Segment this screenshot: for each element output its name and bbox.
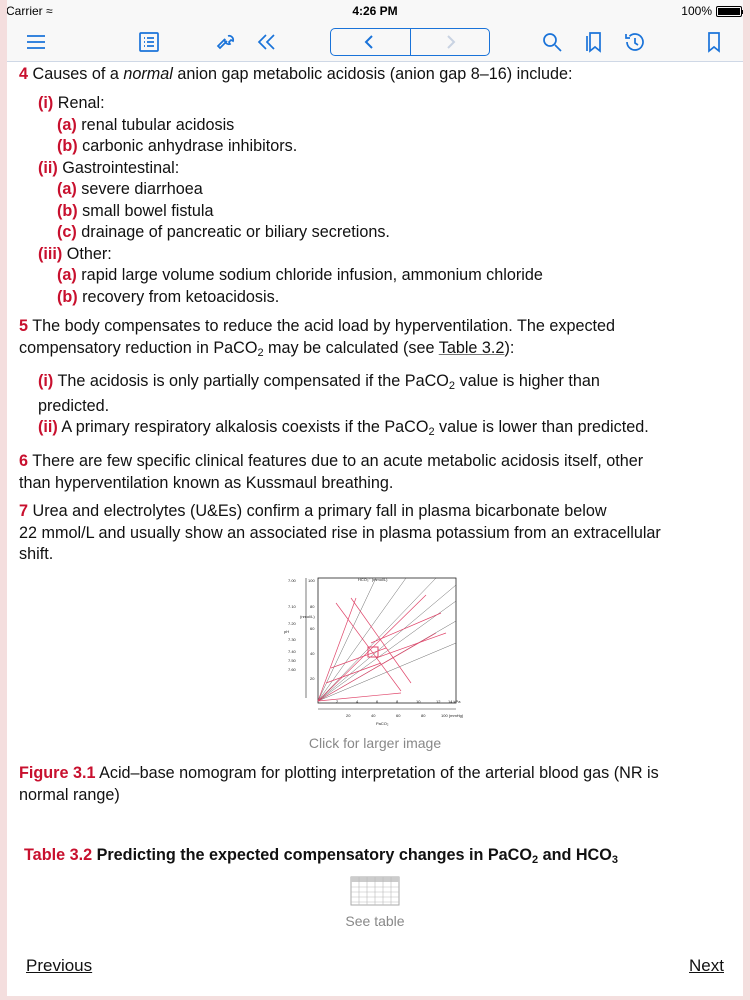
axis-label: 14 kPa [448,699,461,704]
h-tick-label: 100 [308,578,315,583]
list-item: (a) rapid large volume sodium chloride infusion, ammonium chloride [57,266,543,284]
figure-caption: Figure 3.1 Acid–base nomogram for plotting interpretation of the arterial blood gas (NR is [19,764,659,782]
kpa-tick-label: 2 [336,699,339,704]
h-tick-label: 20 [310,676,315,681]
previous-link[interactable]: Previous [26,956,93,975]
see-table-link[interactable]: See table [345,913,405,929]
axis-label: 100 (mmHg) [441,713,464,718]
ph-tick-label: 7.00 [288,578,296,583]
mmhg-tick-label: 80 [421,713,426,718]
bookmark-icon[interactable] [700,28,728,56]
list-item: (b) carbonic anhydrase inhibitors. [57,137,298,155]
table-title: Table 3.2 Predicting the expected compensatory changes in PaCO$_2$ and $HCO_3$ [24,846,618,866]
bookmarks-icon[interactable] [580,28,608,56]
h-tick-label: 60 [310,626,315,631]
kpa-tick-label: 4 [356,699,359,704]
clock: 4:26 PM [352,4,398,18]
axis-label: pH [284,629,290,634]
tools-icon[interactable] [212,28,240,56]
kpa-tick-label: 8 [396,699,399,704]
mmhg-tick-label: 60 [396,713,401,718]
item-6-paragraph: 6 There are few specific clinical features due to an acute metabolic acidosis itself, other [19,452,644,470]
axis-label: PaCO₂ [376,721,389,726]
list-item: (a) renal tubular acidosis [57,116,235,134]
list-item: (b) small bowel fistula [57,202,214,220]
reader-toolbar [0,22,750,62]
item-7-paragraph-line2: 22 mmol/L and usually show an associated rise in plasma potassium from an extracellular [19,524,661,542]
carrier-label: Carrier ≈ [6,4,53,18]
prev-page-button[interactable] [331,29,410,55]
item-7-paragraph: 7 Urea and electrolytes (U&Es) confirm a primary fall in plasma bicarbonate below [19,502,607,520]
item-5-paragraph: 5 The body compensates to reduce the acid load by hyperventilation. The expected [19,317,616,335]
acid-base-nomogram-figure[interactable] [276,573,476,728]
kpa-tick-label: 6 [376,699,379,704]
table-3-2-link[interactable]: Table 3.2 [438,339,505,357]
list-item: (i) The acidosis is only partially compensated if the PaCO$_2$ value is higher than [38,372,600,392]
kpa-tick-label: 12 [436,699,441,704]
history-icon[interactable] [621,28,649,56]
list-item: (iii) Other: [38,245,112,263]
axis-label: (nmol/L) [300,614,315,619]
item-4-heading: 4 Causes of a normal anion gap metabolic acidosis (anion gap 8–16) include: [19,65,573,83]
kpa-tick-label: 10 [416,699,421,704]
list-item: (i) Renal: [38,94,105,112]
mmhg-tick-label: 40 [371,713,376,718]
menu-icon[interactable] [22,28,50,56]
page-nav-group [330,28,490,56]
battery-icon [716,6,742,17]
h-tick-label: 40 [310,651,315,656]
wifi-icon: ≈ [46,4,53,18]
list-item: (a) severe diarrhoea [57,180,203,198]
item-7-paragraph-line3: shift. [19,545,54,563]
ph-tick-label: 7.40 [288,649,296,654]
ph-tick-label: 7.30 [288,637,296,642]
contents-icon[interactable] [135,28,163,56]
list-item: (ii) A primary respiratory alkalosis coexists if the PaCO$_2$ value is lower than predicted. [38,418,649,438]
list-item: (c) drainage of pancreatic or biliary secretions. [57,223,390,241]
ph-tick-label: 7.60 [288,667,296,672]
list-item-continuation: predicted. [38,397,110,415]
mmhg-tick-label: 20 [346,713,351,718]
status-bar [0,0,750,22]
h-tick-label: 80 [310,604,315,609]
battery-status: 100% [681,4,742,18]
ph-tick-label: 7.50 [288,658,296,663]
next-link[interactable]: Next [689,956,724,975]
list-item: (b) recovery from ketoacidosis. [57,288,280,306]
ph-tick-label: 7.20 [288,621,296,626]
item-5-paragraph-line2: compensatory reduction in PaCO$_2$ may be calculated (see Table 3.2): [19,339,515,359]
search-icon[interactable] [538,28,566,56]
axis-label: HCO₃⁻ (mmol/L) [358,577,388,582]
figure-caption-line2: normal range) [19,786,120,804]
table-icon[interactable] [350,876,400,906]
click-larger-image-link[interactable]: Click for larger image [308,735,442,751]
item-6-paragraph-line2: than hyperventilation known as Kussmaul breathing. [19,474,394,492]
back-double-icon[interactable] [252,28,280,56]
next-page-button[interactable] [410,29,490,55]
list-item: (ii) Gastrointestinal: [38,159,180,177]
ph-tick-label: 7.10 [288,604,296,609]
